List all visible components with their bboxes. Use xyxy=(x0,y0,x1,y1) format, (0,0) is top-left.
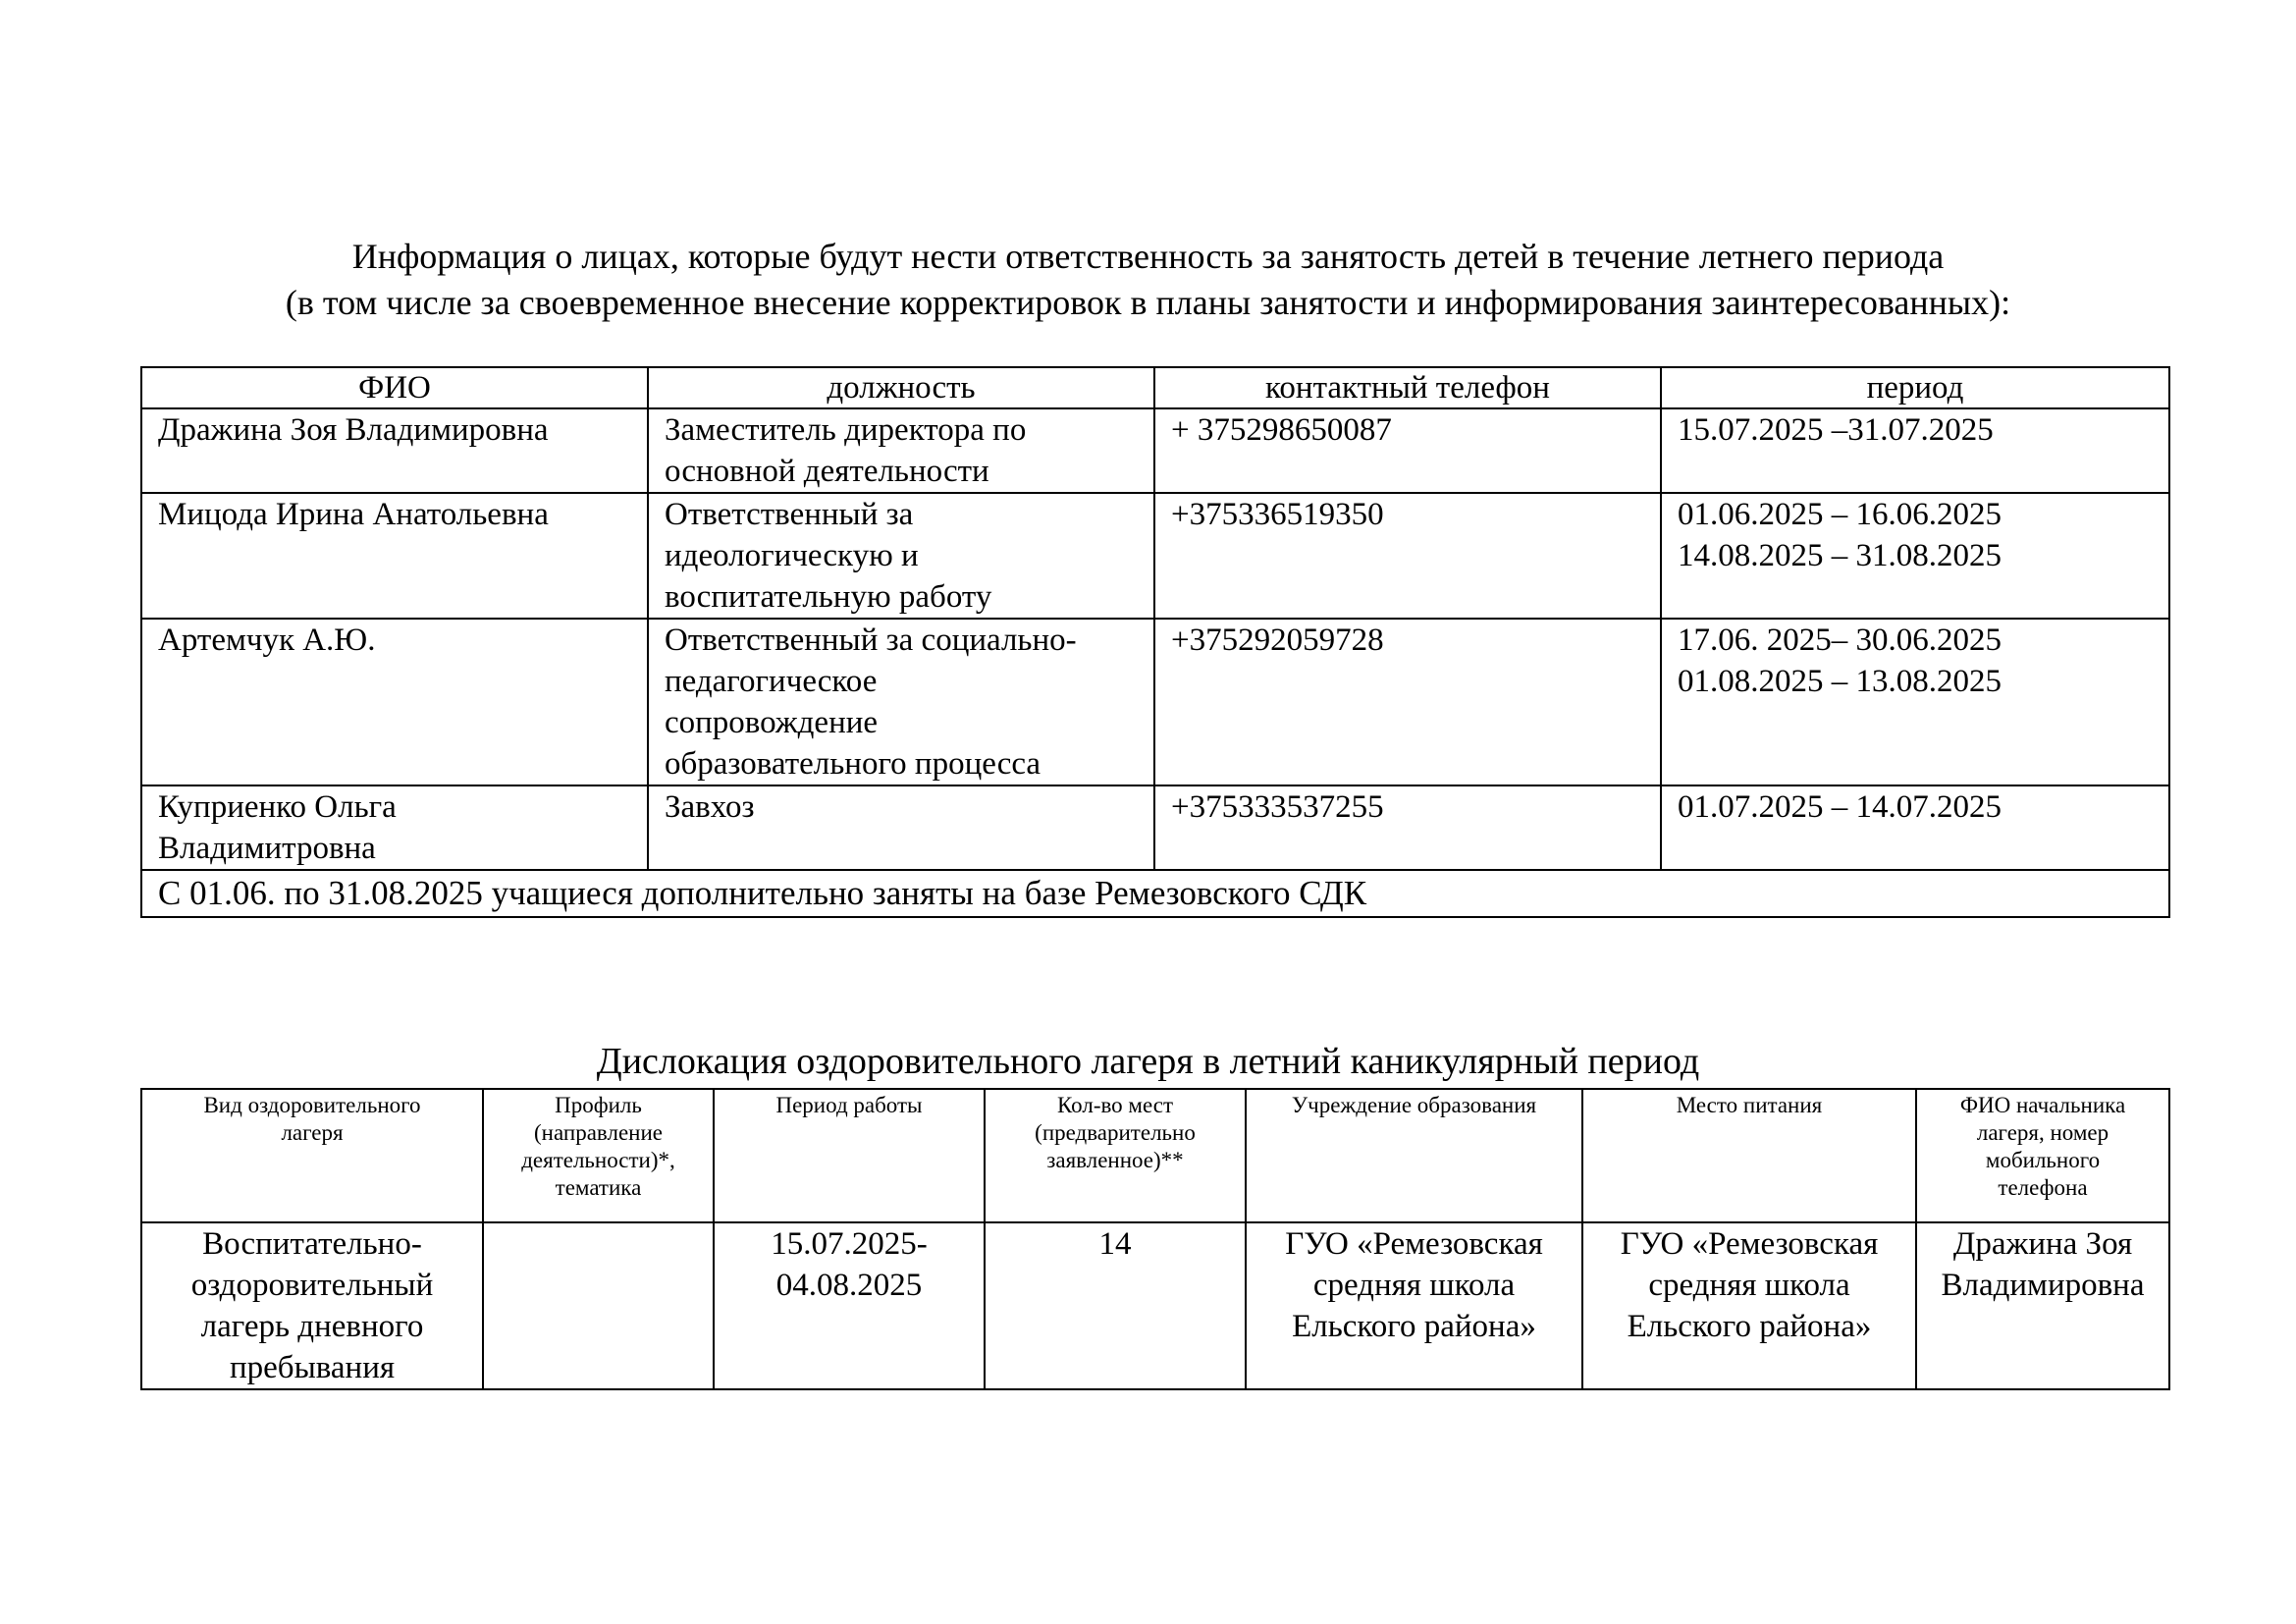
cell-text: лагеря, номер xyxy=(1976,1120,2109,1145)
cell-text: (направление xyxy=(534,1120,663,1145)
cell-text: Учреждение образования xyxy=(1291,1093,1537,1117)
cell-text: 14 xyxy=(1098,1226,1132,1262)
cell-text: мобильного xyxy=(1985,1148,2101,1172)
cell-text: ФИО начальника xyxy=(1959,1093,2126,1117)
cell-text: заявленное)** xyxy=(1046,1148,1184,1172)
cell-phone: +375333537255 xyxy=(1154,785,1661,870)
cell-text: Владимировна xyxy=(1941,1268,2145,1303)
cell-text: сопровождение xyxy=(665,705,879,740)
cell-text: Ответственный за социально- xyxy=(665,623,1077,658)
cell-text: Куприенко Ольга xyxy=(158,789,397,825)
cell-text: ГУО «Ремезовская xyxy=(1285,1226,1543,1262)
cell-phone: +375292059728 xyxy=(1154,619,1661,785)
header-cell-phone: контактный телефон xyxy=(1154,367,1661,408)
cell-text: идеологическую и xyxy=(665,538,919,573)
header-cell-meals-place xyxy=(1582,1089,1916,1222)
cell-text: образовательного процесса xyxy=(665,746,1041,782)
cell-text: Владимитровна xyxy=(158,831,376,866)
cell-text: Дражина Зоя xyxy=(1952,1226,2133,1262)
cell-text: деятельности)*, xyxy=(521,1148,675,1172)
header-cell-work-period xyxy=(714,1089,985,1222)
cell-position xyxy=(648,785,1154,870)
cell-position xyxy=(648,619,1154,785)
cell-text: Мицода Ирина Анатольевна xyxy=(158,497,549,532)
responsible-persons-table xyxy=(140,366,2170,918)
cell-text: лагерь дневного xyxy=(200,1309,424,1344)
cell-phone: + 375298650087 xyxy=(1154,408,1661,493)
cell-text: ГУО «Ремезовская xyxy=(1620,1226,1879,1262)
cell-text: лагеря xyxy=(281,1120,344,1145)
cell-text: Профиль xyxy=(555,1093,642,1117)
table-row xyxy=(141,493,2169,619)
cell-period xyxy=(1661,619,2169,785)
cell-text: 04.08.2025 xyxy=(775,1268,923,1303)
cell-text: Артемчук А.Ю. xyxy=(158,623,376,658)
header-cell-institution xyxy=(1246,1089,1582,1222)
table-note: С 01.06. по 31.08.2025 учащиеся дополнительно заняты на базе Ремезовского СДК xyxy=(141,870,2169,917)
cell-text: оздоровительный xyxy=(190,1268,434,1303)
cell-period xyxy=(1661,408,2169,493)
cell-text: Дражина Зоя Владимировна xyxy=(158,412,549,448)
cell-name xyxy=(141,619,648,785)
heading-line-2: (в том числе за своевременное внесение корректировок в планы занятости и информирования заинтересованных): xyxy=(285,282,2011,322)
heading-line-1: Информация о лицах, которые будут нести ответственность за занятость детей в течение летнего периода xyxy=(351,237,1945,276)
cell-text: Ответственный за xyxy=(665,497,914,532)
table-row xyxy=(141,1222,2169,1389)
cell-text: воспитательную работу xyxy=(665,579,992,615)
cell-text: Ельского района» xyxy=(1627,1309,1872,1344)
table-header-row xyxy=(141,367,2169,408)
cell-text: 01.06.2025 – 16.06.2025 xyxy=(1678,497,2002,532)
cell-text: 01.08.2025 – 13.08.2025 xyxy=(1678,664,2002,699)
header-cell-period: период xyxy=(1661,367,2169,408)
header-cell-places xyxy=(985,1089,1246,1222)
cell-profile xyxy=(483,1222,714,1389)
cell-period xyxy=(1661,785,2169,870)
cell-text: 14.08.2025 – 31.08.2025 xyxy=(1678,538,2002,573)
table-row xyxy=(141,408,2169,493)
cell-text: 01.07.2025 – 14.07.2025 xyxy=(1678,789,2002,825)
cell-name xyxy=(141,493,648,619)
table-row xyxy=(141,619,2169,785)
cell-camp-type xyxy=(141,1222,483,1389)
cell-text: телефона xyxy=(1998,1175,2088,1200)
cell-text: средняя школа xyxy=(1312,1268,1516,1303)
cell-name xyxy=(141,408,648,493)
cell-head-name xyxy=(1916,1222,2169,1389)
camp-table xyxy=(140,1088,2170,1390)
cell-text: 15.07.2025- xyxy=(771,1226,928,1262)
cell-text: 15.07.2025 –31.07.2025 xyxy=(1678,412,1994,448)
header-cell-camp-type xyxy=(141,1089,483,1222)
cell-position xyxy=(648,408,1154,493)
cell-text: пребывания xyxy=(229,1350,396,1385)
cell-text: Кол-во мест xyxy=(1056,1093,1174,1117)
header-cell-position: должность xyxy=(648,367,1154,408)
cell-text: Период работы xyxy=(775,1093,923,1117)
section-heading: Дислокация оздоровительного лагеря в летний каникулярный период xyxy=(596,1041,1700,1082)
header-cell-head-name xyxy=(1916,1089,2169,1222)
cell-work-period xyxy=(714,1222,985,1389)
table-note-row xyxy=(141,870,2169,917)
cell-text: Заместитель директора по xyxy=(665,412,1027,448)
cell-phone: +375336519350 xyxy=(1154,493,1661,619)
cell-text: средняя школа xyxy=(1648,1268,1850,1303)
cell-period xyxy=(1661,493,2169,619)
table-row xyxy=(141,785,2169,870)
cell-text: педагогическое xyxy=(665,664,878,699)
cell-text: тематика xyxy=(555,1175,642,1200)
cell-text: Ельского района» xyxy=(1292,1309,1536,1344)
cell-text: 17.06. 2025– 30.06.2025 xyxy=(1678,623,2002,658)
cell-position xyxy=(648,493,1154,619)
cell-institution xyxy=(1246,1222,1582,1389)
table-header-row xyxy=(141,1089,2169,1222)
cell-text: (предварительно xyxy=(1035,1120,1196,1145)
cell-text: Место питания xyxy=(1676,1093,1823,1117)
cell-name xyxy=(141,785,648,870)
cell-text: основной деятельности xyxy=(665,454,989,489)
cell-text: Завхоз xyxy=(665,789,755,825)
cell-text: Воспитательно- xyxy=(202,1226,422,1262)
cell-meals-place xyxy=(1582,1222,1916,1389)
cell-places xyxy=(985,1222,1246,1389)
header-cell-name: ФИО xyxy=(141,367,648,408)
cell-text: Вид оздоровительного xyxy=(203,1093,421,1117)
header-cell-profile xyxy=(483,1089,714,1222)
document-heading xyxy=(0,234,2296,326)
